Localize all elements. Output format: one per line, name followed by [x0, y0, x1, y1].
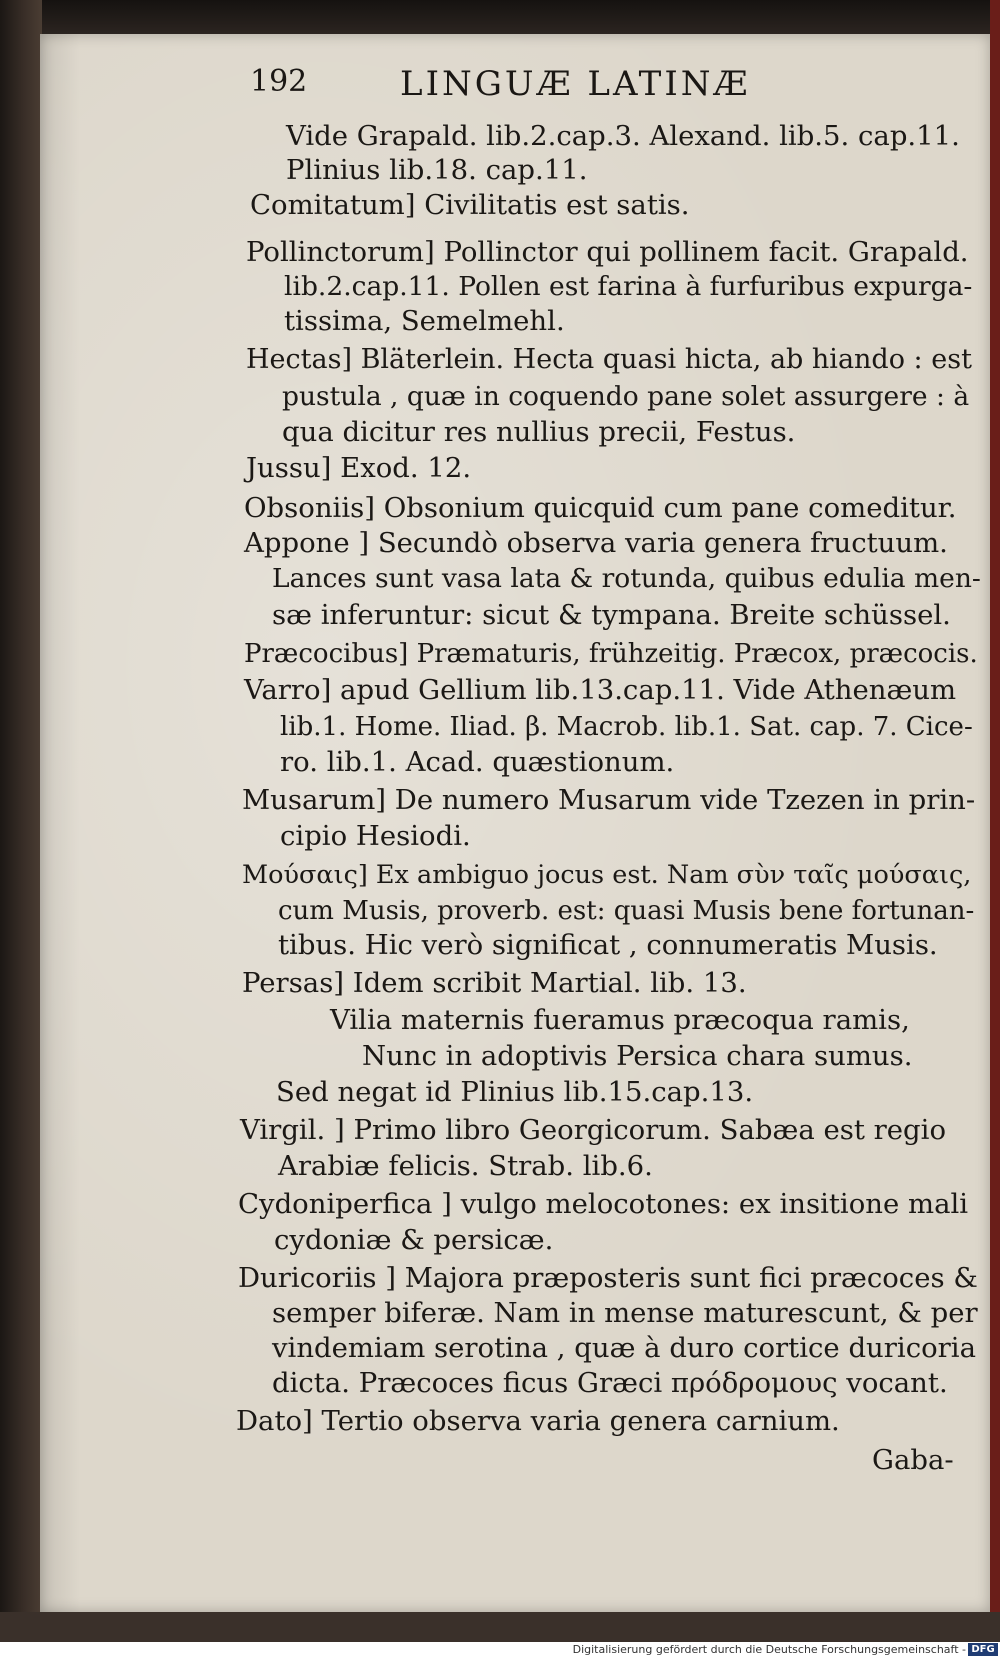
- scan-bottom-edge: [0, 1612, 1000, 1642]
- text-line: Comitatum] Civilitatis est satis.: [250, 189, 690, 221]
- text-line: Μούσαις] Ex ambiguo jocus est. Nam σὺν ταῖς μούσαις,: [242, 860, 972, 890]
- page-number: 192: [250, 64, 308, 99]
- text-line: Varro] apud Gellium lib.13.cap.11. Vide Athenæum: [244, 674, 957, 706]
- dfg-logo: DFG: [968, 1643, 998, 1656]
- digitization-credit: Digitalisierung gefördert durch die Deutsche Forschungsgemeinschaft -: [572, 1643, 966, 1656]
- text-line: Cydoniperfica ] vulgo melocotones: ex insitione mali: [238, 1188, 969, 1220]
- text-line: Jussu] Exod. 12.: [246, 452, 472, 484]
- verse-line: Vilia maternis fueramus præcoqua ramis,: [330, 1004, 910, 1036]
- text-line: Dato] Tertio observa varia genera carnium.: [236, 1405, 840, 1437]
- text-line: tibus. Hic verò significat , connumeratis Musis.: [278, 929, 938, 961]
- text-line: Sed negat id Plinius lib.15.cap.13.: [276, 1076, 754, 1108]
- text-line: Vide Grapald. lib.2.cap.3. Alexand. lib.5. cap.11.: [286, 120, 960, 152]
- text-line: sæ inferuntur: sicut & tympana. Breite schüssel.: [272, 599, 951, 631]
- text-line: pustula , quæ in coquendo pane solet assurgere : à: [282, 381, 970, 412]
- text-line: cipio Hesiodi.: [280, 820, 471, 852]
- verse-line: Nunc in adoptivis Persica chara sumus.: [362, 1040, 913, 1072]
- text-line: Hectas] Bläterlein. Hecta quasi hicta, ab hiando : est: [246, 344, 972, 375]
- text-line: Lances sunt vasa lata & rotunda, quibus edulia men-: [272, 563, 981, 594]
- text-line: lib.1. Home. Iliad. β. Macrob. lib.1. Sat. cap. 7. Cice-: [280, 712, 973, 742]
- text-line: Virgil. ] Primo libro Georgicorum. Sabæa est regio: [240, 1114, 947, 1146]
- text-line: Obsoniis] Obsonium quicquid cum pane comeditur.: [244, 492, 957, 524]
- text-line: Plinius lib.18. cap.11.: [286, 154, 588, 186]
- text-line: dicta. Præcoces ficus Græci πρόδρομους vocant.: [272, 1367, 948, 1399]
- text-line: tissima, Semelmehl.: [284, 305, 565, 337]
- text-line: vindemiam serotina , quæ à duro cortice duricoria: [272, 1332, 976, 1364]
- text-line: cydoniæ & persicæ.: [274, 1224, 554, 1256]
- text-line: qua dicitur res nullius precii, Festus.: [282, 416, 796, 448]
- text-line: Musarum] De numero Musarum vide Tzezen in prin-: [242, 784, 976, 816]
- running-title: LINGUÆ LATINÆ: [400, 64, 751, 104]
- text-line: semper biferæ. Nam in mense maturescunt, & per: [272, 1297, 978, 1329]
- text-line: cum Musis, proverb. est: quasi Musis bene fortunan-: [278, 896, 975, 926]
- text-line: Persas] Idem scribit Martial. lib. 13.: [242, 967, 747, 999]
- text-line: Appone ] Secundò observa varia genera fructuum.: [244, 527, 948, 559]
- text-line: Arabiæ felicis. Strab. lib.6.: [278, 1150, 653, 1182]
- text-line: ro. lib.1. Acad. quæstionum.: [280, 746, 675, 778]
- text-line: lib.2.cap.11. Pollen est farina à furfuribus expurga-: [284, 271, 973, 302]
- text-line: Duricoriis ] Majora præposteris sunt fici præcoces &: [238, 1262, 978, 1294]
- text-line: Præcocibus] Præmaturis, frühzeitig. Præcox, præcocis.: [244, 639, 978, 669]
- footer-bar: [0, 1642, 1000, 1658]
- text-line: Pollinctorum] Pollinctor qui pollinem facit. Grapald.: [246, 236, 969, 268]
- catchword: Gaba-: [872, 1444, 954, 1476]
